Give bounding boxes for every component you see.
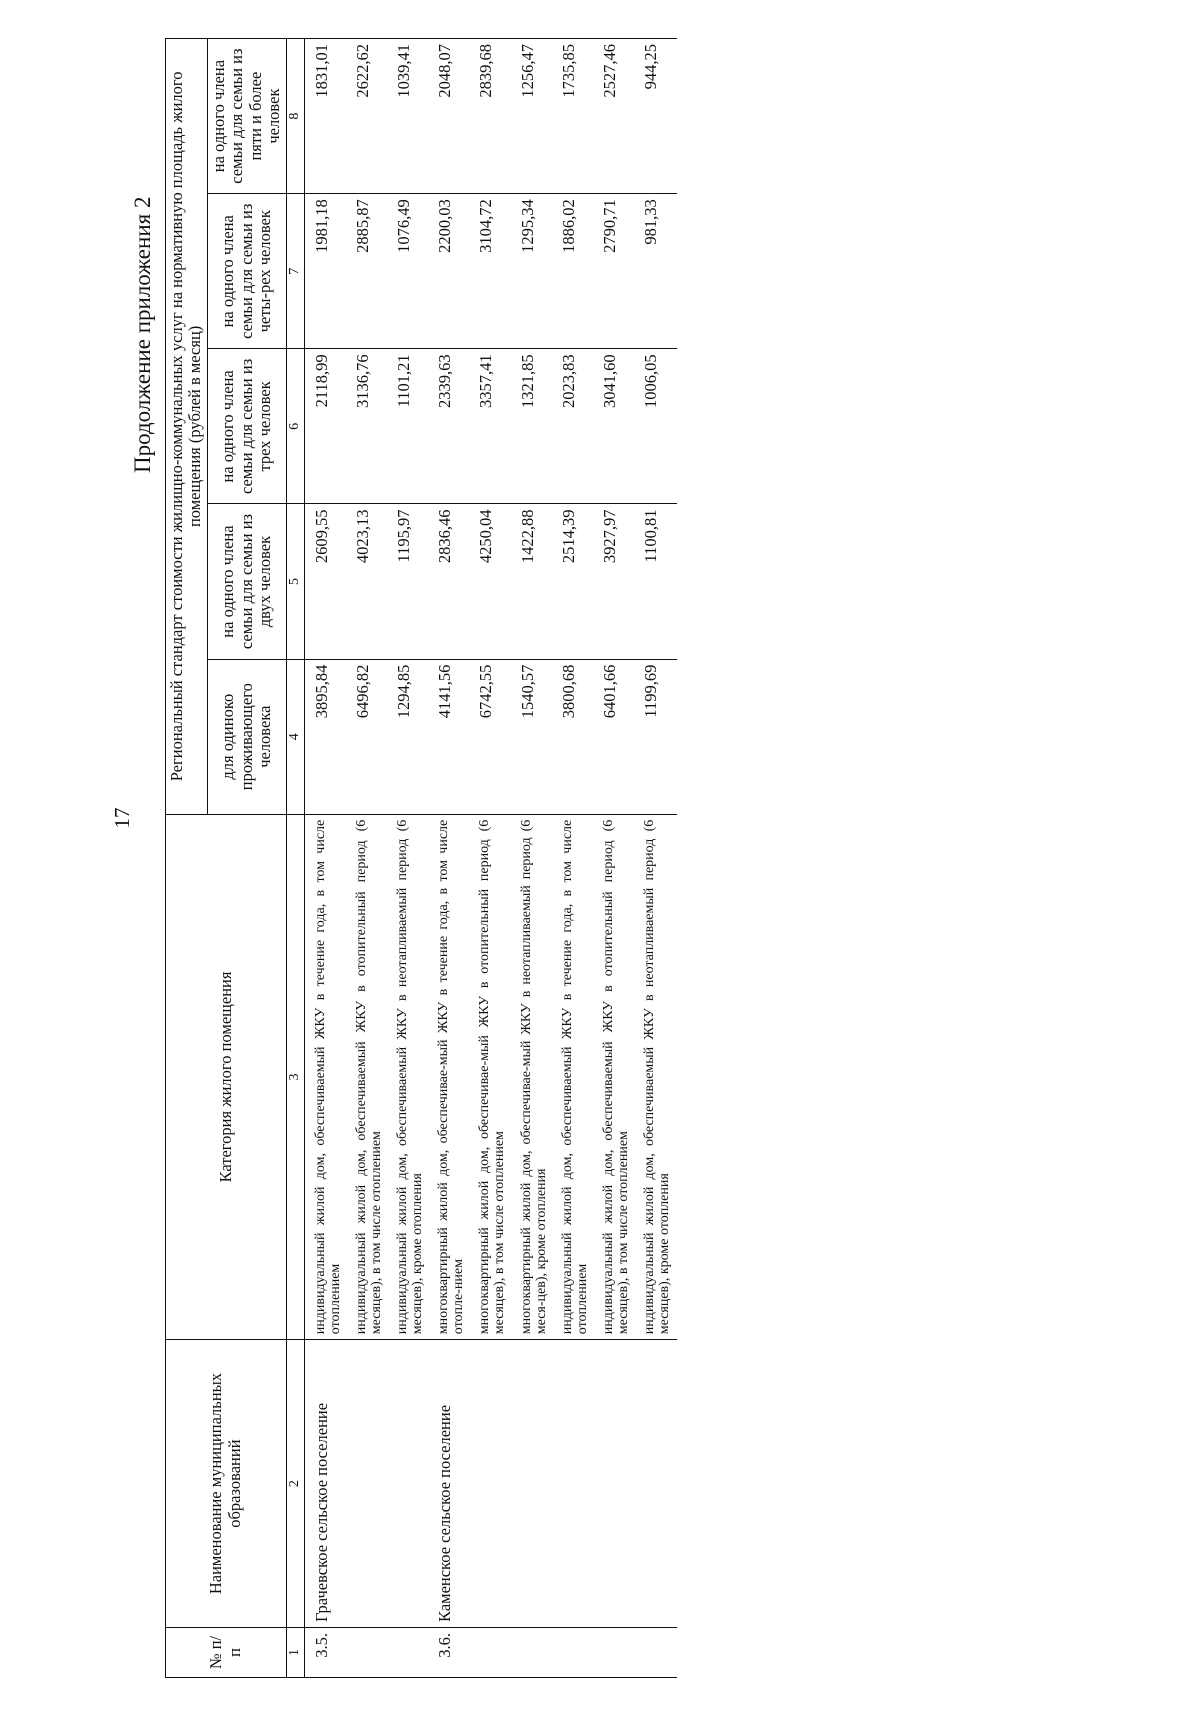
- value-cell: 4250,04: [471, 504, 512, 659]
- value-cell: 1101,21: [389, 349, 430, 504]
- value-cell: 6401,66: [595, 659, 636, 814]
- header-sub-6: на одного члена семьи для семьи из трех человек: [207, 349, 286, 504]
- page-number: 17: [110, 807, 134, 829]
- empty-cell: [595, 1340, 636, 1628]
- category-cell: индивидуальный жилой дом, обеспечиваемый ЖКУ в отопительный период (6 месяцев), в том числе отоплением: [595, 814, 636, 1339]
- value-cell: 1294,85: [389, 659, 430, 814]
- value-cell: 3800,68: [554, 659, 595, 814]
- value-cell: 2339,63: [430, 349, 471, 504]
- empty-cell: [636, 1627, 677, 1677]
- value-cell: 4023,13: [348, 504, 389, 659]
- table-row: [348, 39, 389, 1678]
- value-cell: 4141,56: [430, 659, 471, 814]
- value-cell: 2200,03: [430, 194, 471, 349]
- value-cell: 1321,85: [513, 349, 554, 504]
- category-cell: индивидуальный жилой дом, обеспечиваемый ЖКУ в отопительный период (6 месяцев), в том числе отоплением: [348, 814, 389, 1339]
- cost-standard-table: [165, 38, 677, 1678]
- value-cell: 1831,01: [304, 39, 348, 194]
- value-cell: 3927,97: [595, 504, 636, 659]
- header-sub-8: на одного члена семьи для семьи из пяти и более человек: [207, 39, 286, 194]
- category-cell: индивидуальный жилой дом, обеспечиваемый ЖКУ в течение года, в том числе отоплением: [304, 814, 348, 1339]
- table-row: [389, 39, 430, 1678]
- empty-cell: [389, 1340, 430, 1628]
- table-row: [636, 39, 677, 1678]
- value-cell: 2514,39: [554, 504, 595, 659]
- column-number: 3: [286, 814, 304, 1339]
- empty-cell: [471, 1340, 512, 1628]
- header-col-1: № п/п: [166, 1627, 287, 1677]
- table-row: [595, 39, 636, 1678]
- value-cell: 1540,57: [513, 659, 554, 814]
- value-cell: 1735,85: [554, 39, 595, 194]
- table-row: [513, 39, 554, 1678]
- category-cell: индивидуальный жилой дом, обеспечиваемый ЖКУ в неотапливаемый период (6 месяцев), кроме отопления: [389, 814, 430, 1339]
- column-number: 5: [286, 504, 304, 659]
- header-group: Региональный стандарт стоимости жилищно-коммунальных услуг на нормативную площадь жилого помещения (рублей в месяц): [166, 39, 208, 815]
- value-cell: 1100,81: [636, 504, 677, 659]
- value-cell: 1039,41: [389, 39, 430, 194]
- header-sub-4: для одиноко проживающего человека: [207, 659, 286, 814]
- value-cell: 2839,68: [471, 39, 512, 194]
- value-cell: 1256,47: [513, 39, 554, 194]
- value-cell: 2527,46: [595, 39, 636, 194]
- column-number: 6: [286, 349, 304, 504]
- value-cell: 2118,99: [304, 349, 348, 504]
- value-cell: 2023,83: [554, 349, 595, 504]
- empty-cell: [595, 1627, 636, 1677]
- municipality-name: Каменское сельское поселение: [430, 1340, 471, 1628]
- value-cell: 981,33: [636, 194, 677, 349]
- empty-cell: [554, 1340, 595, 1628]
- category-cell: индивидуальный жилой дом, обеспечиваемый ЖКУ в неотапливаемый период (6 месяцев), кроме отопления: [636, 814, 677, 1339]
- value-cell: 2836,46: [430, 504, 471, 659]
- empty-cell: [636, 1340, 677, 1628]
- empty-cell: [554, 1627, 595, 1677]
- row-number: 3.6.: [430, 1627, 471, 1677]
- value-cell: 1076,49: [389, 194, 430, 349]
- column-number: 8: [286, 39, 304, 194]
- continuation-label: Продолжение приложения 2: [130, 196, 155, 473]
- value-cell: 1981,18: [304, 194, 348, 349]
- table-row: [471, 39, 512, 1678]
- value-cell: 3895,84: [304, 659, 348, 814]
- value-cell: 3136,76: [348, 349, 389, 504]
- empty-cell: [389, 1627, 430, 1677]
- category-cell: многоквартирный жилой дом, обеспечивае-мый ЖКУ в неотапливаемый период (6 меся-цев), кроме отопления: [513, 814, 554, 1339]
- table-row: [554, 39, 595, 1678]
- value-cell: 2622,62: [348, 39, 389, 194]
- value-cell: 2609,55: [304, 504, 348, 659]
- empty-cell: [513, 1627, 554, 1677]
- column-number: 1: [286, 1627, 304, 1677]
- header-sub-7: на одного члена семьи для семьи из четы-рех человек: [207, 194, 286, 349]
- header-sub-5: на одного члена семьи для семьи из двух человек: [207, 504, 286, 659]
- empty-cell: [348, 1340, 389, 1628]
- column-number: 7: [286, 194, 304, 349]
- column-number: 4: [286, 659, 304, 814]
- value-cell: 1006,05: [636, 349, 677, 504]
- value-cell: 6742,55: [471, 659, 512, 814]
- header-col-2: Наименование муниципальных образований: [166, 1340, 287, 1628]
- table-row: [430, 39, 471, 1678]
- value-cell: 1195,97: [389, 504, 430, 659]
- value-cell: 2048,07: [430, 39, 471, 194]
- table-row: [304, 39, 348, 1678]
- value-cell: 3357,41: [471, 349, 512, 504]
- value-cell: 3104,72: [471, 194, 512, 349]
- value-cell: 1199,69: [636, 659, 677, 814]
- category-cell: индивидуальный жилой дом, обеспечиваемый ЖКУ в течение года, в том числе отоплением: [554, 814, 595, 1339]
- value-cell: 2790,71: [595, 194, 636, 349]
- empty-cell: [348, 1627, 389, 1677]
- category-cell: многоквартирный жилой дом, обеспечивае-мый ЖКУ в течение года, в том числе отопле-нием: [430, 814, 471, 1339]
- empty-cell: [513, 1340, 554, 1628]
- empty-cell: [471, 1627, 512, 1677]
- row-number: 3.5.: [304, 1627, 348, 1677]
- header-col-3: Категория жилого помещения: [166, 814, 287, 1339]
- value-cell: 6496,82: [348, 659, 389, 814]
- column-number: 2: [286, 1340, 304, 1628]
- value-cell: 1886,02: [554, 194, 595, 349]
- value-cell: 2885,87: [348, 194, 389, 349]
- municipality-name: Грачевское сельское поселение: [304, 1340, 348, 1628]
- value-cell: 944,25: [636, 39, 677, 194]
- value-cell: 1295,34: [513, 194, 554, 349]
- value-cell: 1422,88: [513, 504, 554, 659]
- category-cell: многоквартирный жилой дом, обеспечивае-мый ЖКУ в отопительный период (6 месяцев), в том числе отоплением: [471, 814, 512, 1339]
- value-cell: 3041,60: [595, 349, 636, 504]
